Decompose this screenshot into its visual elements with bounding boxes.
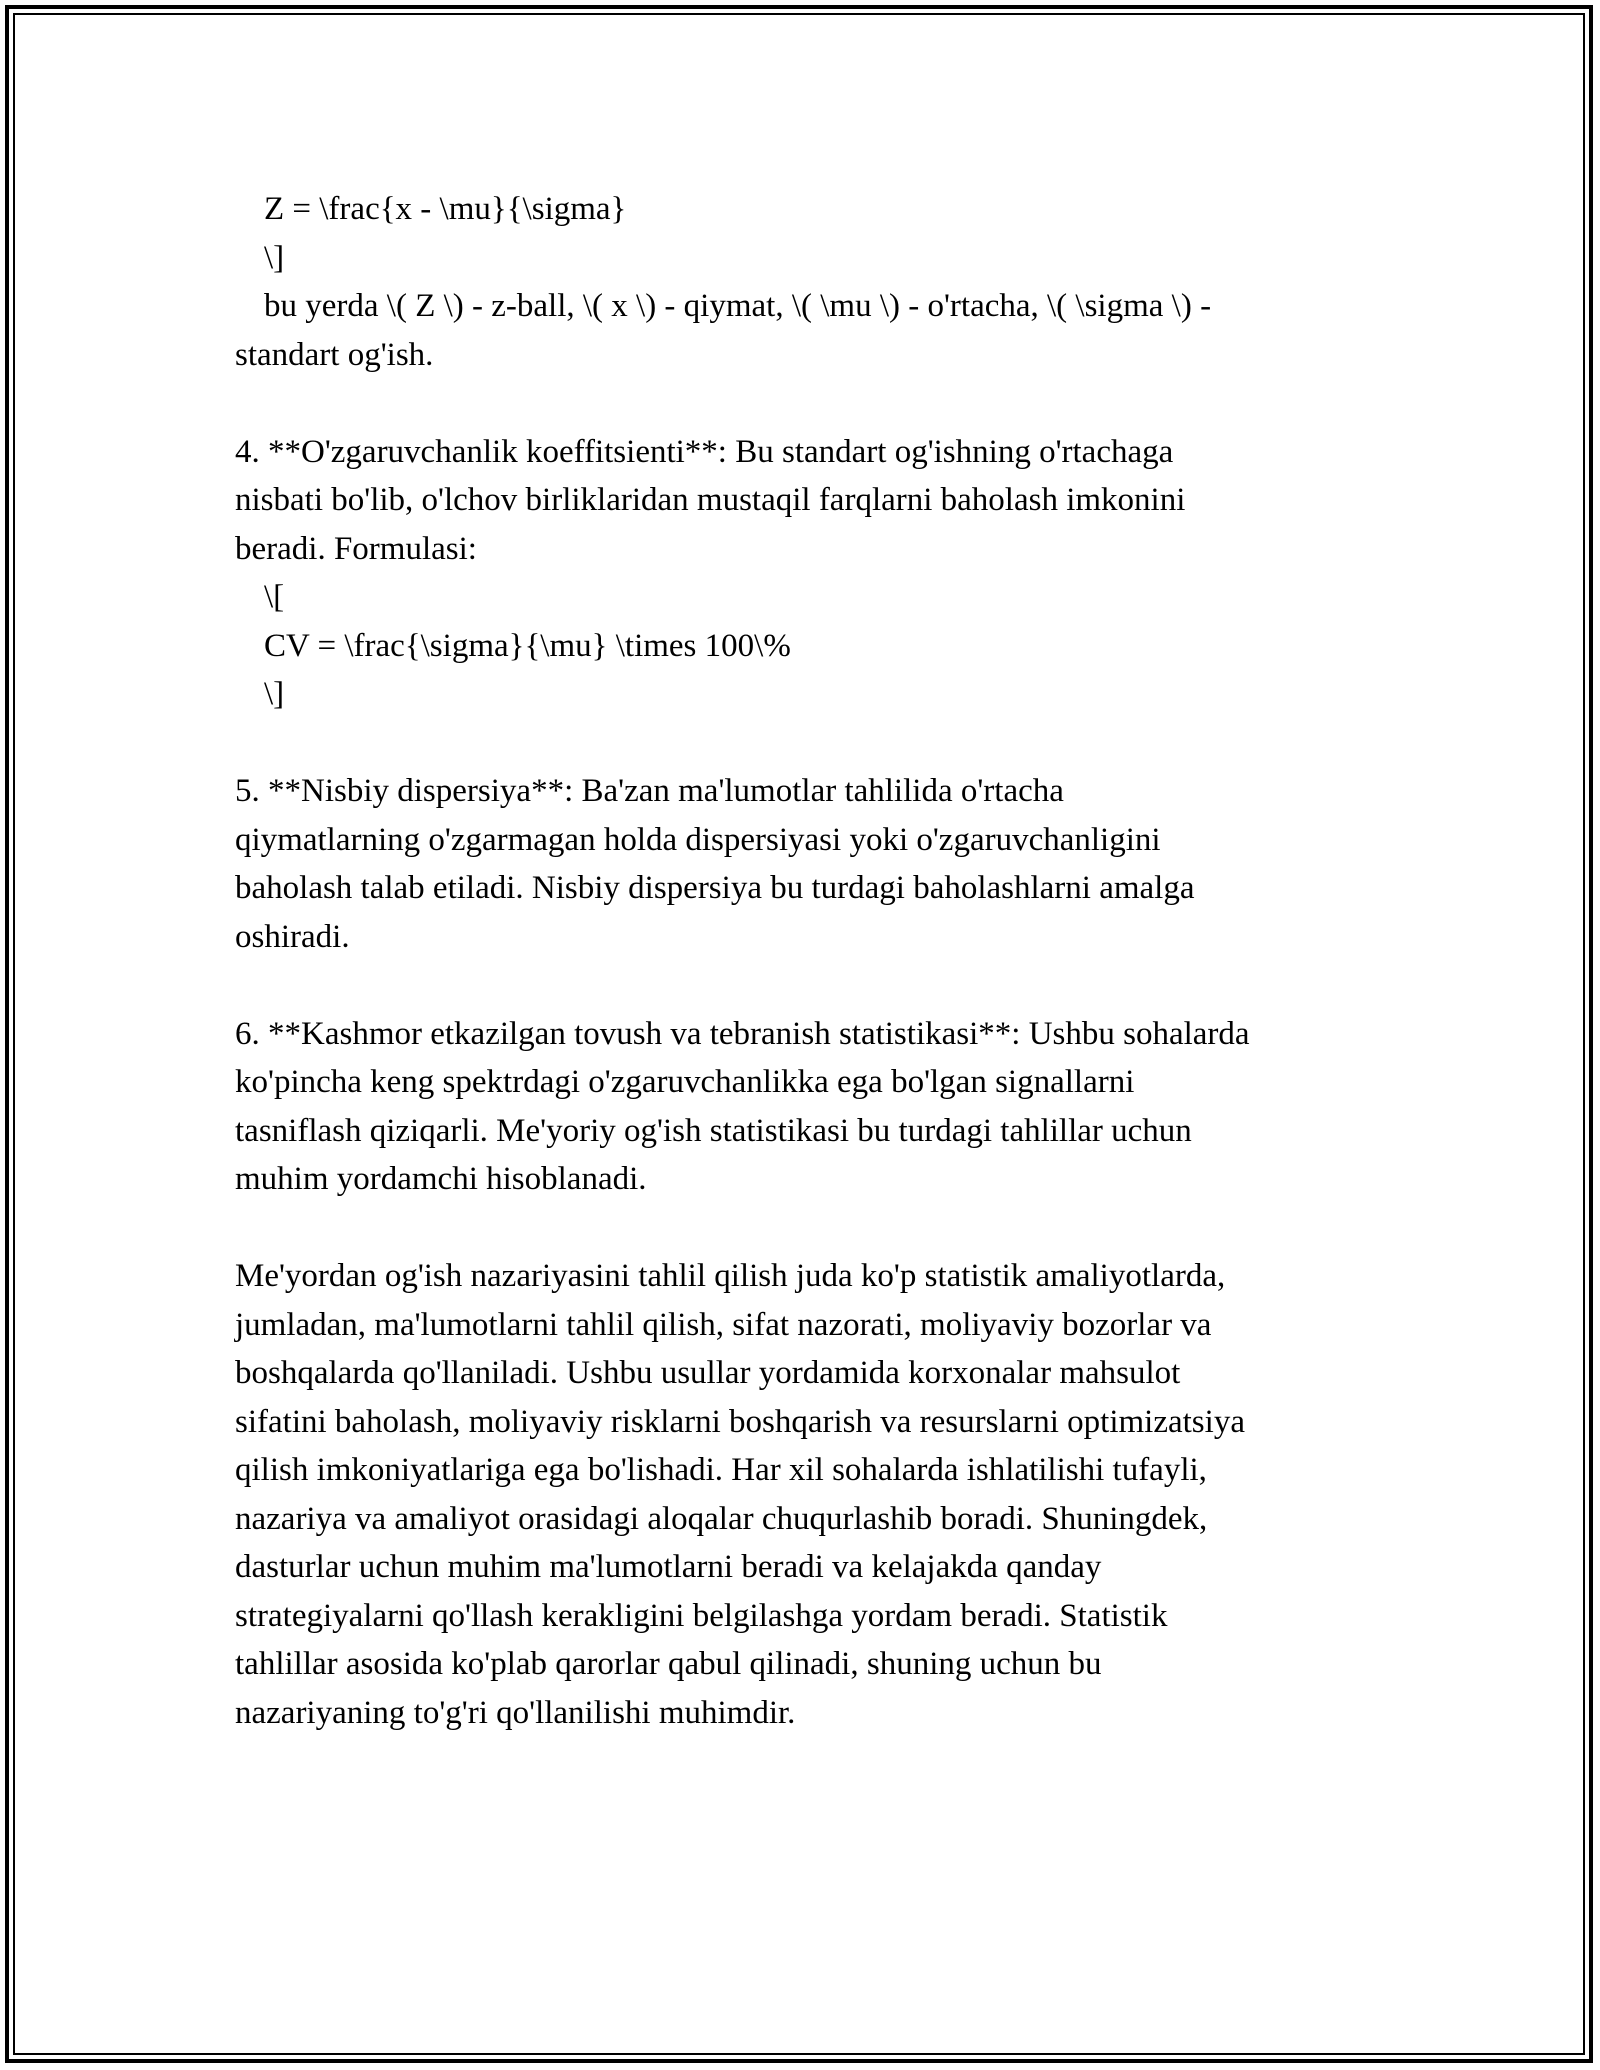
paragraph-line: muhim yordamchi hisoblanadi. (235, 1161, 647, 1197)
formula-line: CV = \frac{\sigma}{\mu} \times 100\% (264, 627, 791, 664)
paragraph-line: strategiyalarni qo'llash kerakligini belgilashga yordam beradi. Statistik (235, 1597, 1168, 1634)
formula-description: bu yerda \( Z \) - z-ball, \( x \) - qiymat, \( \mu \) - o'rtacha, \( \sigma \) - (264, 288, 1212, 324)
paragraph-line: Me'yordan og'ish nazariyasini tahlil qilish juda ko'p statistik amaliyotlarda, (235, 1258, 1226, 1294)
paragraph-line: ko'pincha keng spektrdagi o'zgaruvchanlikka ega bo'lgan signallarni (235, 1064, 1135, 1100)
paragraph-line: boshqalarda qo'llaniladi. Ushbu usullar yordamida korxonalar mahsulot (235, 1355, 1181, 1391)
paragraph-line: tahlillar asosida ko'plab qarorlar qabul qilinadi, shuning uchun bu (235, 1646, 1102, 1682)
formula-description-cont: standart og'ish. (235, 336, 434, 373)
paragraph-line: qiymatlarning o'zgarmagan holda dispersiyasi yoki o'zgaruvchanligini (235, 821, 1161, 858)
paragraph-line: baholash talab etiladi. Nisbiy dispersiya bu turdagi baholashlarni amalga (235, 870, 1195, 906)
list-item-6 (235, 1010, 1385, 1204)
paragraph-line: beradi. Formulasi: (235, 530, 477, 567)
paragraph-gap (235, 1204, 1385, 1253)
paragraph-line: 4. **O'zgaruvchanlik koeffitsienti**: Bu standart og'ishning o'rtachaga (235, 433, 1174, 470)
paragraph-line: sifatini baholash, moliyaviy risklarni boshqarish va resurslarni optimizatsiya (235, 1403, 1245, 1440)
formula-line: Z = \frac{x - \mu}{\sigma} (264, 191, 627, 227)
paragraph-line: nisbati bo'lib, o'lchov birliklaridan mustaqil farqlarni baholash imkonini (235, 482, 1186, 518)
paragraph-line: oshiradi. (235, 918, 350, 955)
paragraph-gap (235, 379, 1385, 428)
formula-open: \[ (264, 579, 285, 615)
formula-close: \] (264, 676, 285, 712)
paragraph-line: nazariyaning to'g'ri qo'llanilishi muhimdir. (235, 1694, 796, 1731)
paragraph-gap (235, 961, 1385, 1010)
paragraph-line: 6. **Kashmor etkazilgan tovush va tebranish statistikasi**: Ushbu sohalarda (235, 1015, 1250, 1052)
formula-close: \] (264, 239, 285, 276)
list-item-4 (235, 428, 1385, 719)
z-score-block (235, 185, 1385, 379)
paragraph-line: tasniflash qiziqarli. Me'yoriy og'ish statistikasi bu turdagi tahlillar uchun (235, 1112, 1192, 1149)
paragraph-line: nazariya va amaliyot orasidagi aloqalar chuqurlashib boradi. Shuningdek, (235, 1500, 1208, 1537)
paragraph-line: dasturlar uchun muhim ma'lumotlarni beradi va kelajakda qanday (235, 1549, 1102, 1585)
paragraph-line: 5. **Nisbiy dispersiya**: Ba'zan ma'lumotlar tahlilida o'rtacha (235, 773, 1064, 809)
document-body (235, 185, 1385, 1737)
paragraph-line: jumladan, ma'lumotlarni tahlil qilish, sifat nazorati, moliyaviy bozorlar va (235, 1306, 1212, 1343)
paragraph-gap (235, 719, 1385, 768)
paragraph-line: qilish imkoniyatlariga ega bo'lishadi. Har xil sohalarda ishlatilishi tufayli, (235, 1452, 1207, 1488)
conclusion-paragraph (235, 1252, 1385, 1737)
list-item-5 (235, 767, 1385, 961)
